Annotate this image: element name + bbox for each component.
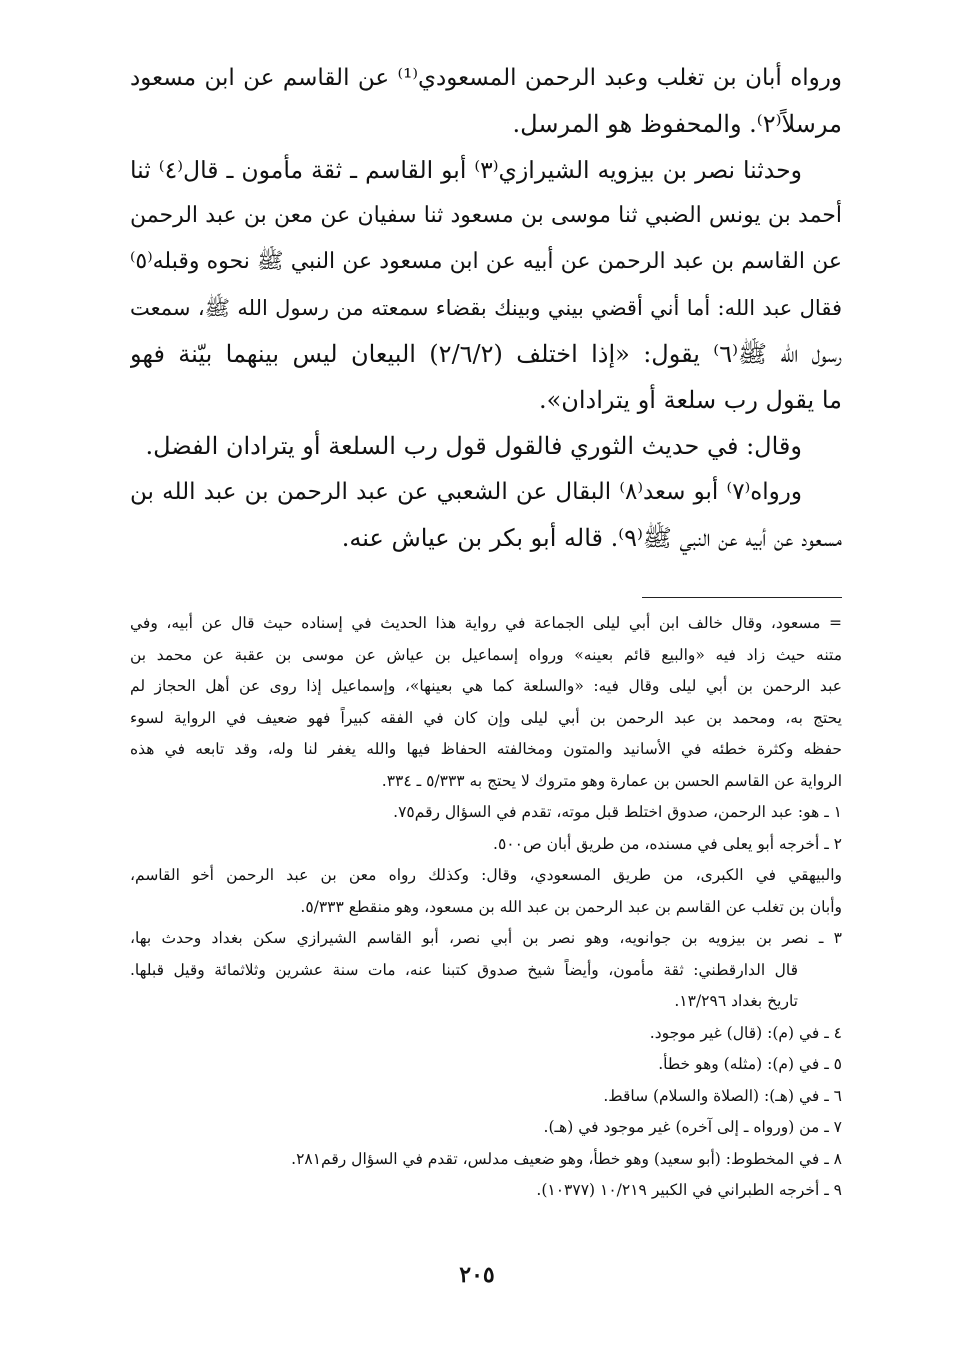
footnote-3-cont-1: قال الدارقطني: ثقة مأمون، وأيضاً شيخ صدوق كتبنا عنه، مات سنة عشرين وثلاثمائة وقيل قبلها. (130, 960, 798, 979)
footnote-6: ٦ ـ في (هـ): (الصلاة والسلام) ساقط. (603, 1086, 842, 1105)
footnote-8: ٨ ـ في المخطوط: (أبو سعيد) وهو خطأ، وهو ضعيف مدلس، تقدم في السؤال رقم٢٨١. (291, 1149, 842, 1168)
footnote-line-3: عبد الرحمن بن أبي ليلى وقال فيه: «والسلعة كما هي بعينها»، وإسماعيل إذا روى عن أهل الحجاز لم (130, 677, 842, 695)
main-line-10: ورواه⁽٧⁾ أبو سعد⁽٨⁾ البقال عن الشعبي عن عبد الرحمن بن عبد الله بن (130, 479, 802, 505)
footnote-line-4: يحتج به، ومحمد بن عبد الرحمن بن أبي ليلى وإن كان في الفقه كبيراً فهو ضعيف في الرواية لسوء (130, 708, 842, 727)
footnote-5: ٥ ـ في (م): (مثله) وهو خطأ. (658, 1055, 842, 1073)
footnote-4: ٤ ـ في (م): (قال) غير موجود. (649, 1023, 842, 1042)
footnote-2-cont-2: وأبان بن تغلب عن القاسم بن عبد الرحمن بن عبد الله بن مسعود، وهو منقطع ٥/٣٣٣. (300, 897, 842, 916)
main-line-2: مرسلاً⁽٢⁾. والمحفوظ هو المرسل. (512, 110, 842, 138)
main-line-9: وقال: في حديث الثوري فالقول قول رب السلعة أو يترادان الفضل. (145, 432, 802, 460)
main-text-block (130, 62, 842, 568)
footnotes-block (130, 612, 842, 1211)
footnote-2-cont-1: والبيهقي في الكبرى، من طريق المسعودي، وقال: وكذلك رواه معن بن عبد الرحمن أخو القاسم، (130, 866, 842, 884)
footnote-line-6: الرواية عن القاسم الحسن بن عمارة وهو متروك لا يحتج به ٥/٣٣٣ ـ ٣٣٤. (381, 771, 842, 790)
main-line-11: مسعود عن أبيه عن النبي ﷺ⁽٩⁾. قاله أبو بكر بن عياش عنه. (341, 524, 842, 552)
footnote-9: ٩ ـ أخرجه الطبراني في الكبير ١٠/٢١٩ (١٠٣٧٧). (536, 1181, 842, 1199)
footnote-7: ٧ ـ من (ورواه ـ إلى آخره) غير موجود في (هـ). (543, 1118, 842, 1136)
main-line-7: رسول الله ﷺ⁽٦⁾ يقول: «إذا اختلف (٢/٦/٢) البيعان ليس بينهما بيّنة فهو (130, 340, 842, 368)
main-line-6: فقال عبد الله: أما أني أقضي بيني وبينك بقضاء سمعته من رسول الله ﷺ، سمعت (130, 296, 842, 320)
footnote-line-1: = مسعود، وقال خالف ابن أبي ليلى الجماعة في رواية هذا الحديث في إسناده حيث قال عن أبيه، وفي (130, 614, 842, 632)
main-line-3: وحدثنا نصر بن بيزويه الشيرازي⁽٣⁾ أبو القاسم ـ ثقة مأمون ـ قال⁽٤⁾ ثنا (130, 156, 803, 184)
footnote-1: ١ ـ هو: عبد الرحمن، صدوق اختلط قبل موته، تقدم في السؤال رقم٧٥. (393, 803, 842, 821)
main-line-8: ما يقول رب سلعة أو يترادان». (538, 386, 842, 414)
main-line-1: ورواه أبان بن تغلب وعبد الرحمن المسعودي⁽¹⁾ عن القاسم عن ابن مسعود (130, 65, 842, 91)
footnote-3: ٣ ـ نصر بن بيزويه بن جوانويه، وهو نصر بن أبي نصر، أبو القاسم الشيرازي سكن بغداد وحدث بها، (130, 929, 842, 947)
page-number: ٢٠٥ (459, 1262, 495, 1288)
footnote-3-cont-2: تاريخ بغداد ١٣/٢٩٦. (674, 992, 798, 1010)
footnote-line-2: متنه حيث زاد فيه «والبيع قائم بعينه» ورواه إسماعيل بن عياش عن موسى بن عقبة عن محمد بن (130, 645, 842, 664)
footnote-separator (642, 597, 842, 598)
footnote-2: ٢ ـ أخرجه أبو يعلى في مسنده، من طريق أبان ص٥٠٠. (493, 834, 842, 853)
footnote-line-5: حفظه وكثرة خطئه في الأسانيد والمتون ومخالفته الحفاظ فيها والله يغفر لنا وله، وقد تابعه في هذه (130, 740, 842, 758)
main-line-5: عن القاسم بن عبد الرحمن عن أبيه عن ابن مسعود عن النبي ﷺ نحوه وقبله⁽٥⁾ (130, 249, 842, 274)
main-line-4: أحمد بن يونس الضبي ثنا موسى بن مسعود ثنا سفيان عن معن بن عبد الرحمن (130, 203, 842, 228)
